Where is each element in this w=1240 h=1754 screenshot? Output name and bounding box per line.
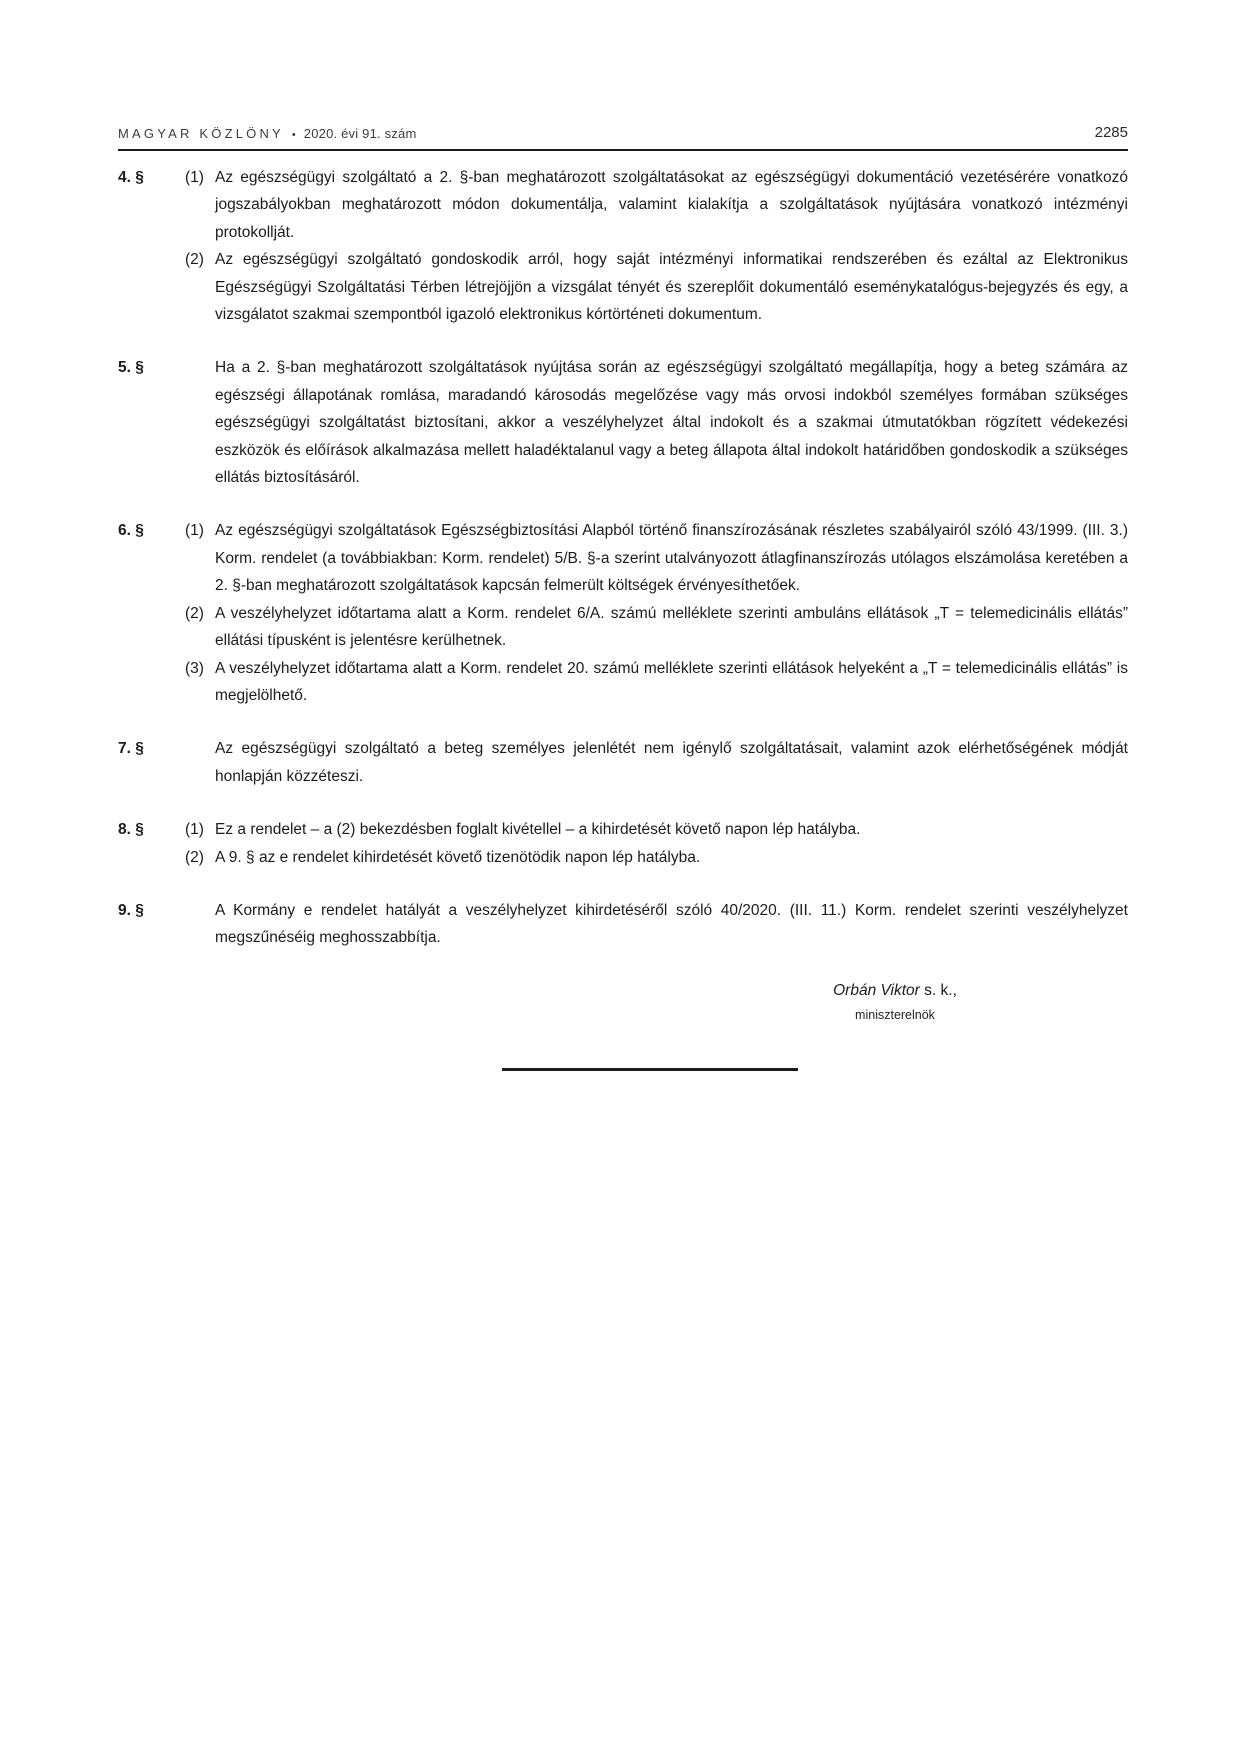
subsection bbox=[185, 246, 1128, 328]
section-items bbox=[185, 517, 1128, 709]
signature-line bbox=[775, 978, 1015, 1004]
subsection bbox=[185, 816, 1128, 843]
paragraph-text: Az egészségügyi szolgáltató a 2. §-ban meghatározott szolgáltatásokat az egészségügyi dokumentáció vezetésérére vonatkozó jogszabályokban meghatározott módon dokumentálja, valamint kialakítja a szolgáltatások nyújtására vonatkozó intézményi protokollját. bbox=[215, 169, 1128, 241]
section-label: 4. § bbox=[118, 169, 144, 186]
section-6 bbox=[118, 517, 1128, 709]
subsection-marker bbox=[185, 897, 215, 952]
section-items bbox=[185, 354, 1128, 491]
section-label: 8. § bbox=[118, 821, 144, 839]
subsection bbox=[185, 164, 1128, 246]
journal-header bbox=[118, 126, 417, 141]
paragraph-text: Ha a 2. §-ban meghatározott szolgáltatások nyújtása során az egészségügyi szolgáltató megállapítja, hogy a beteg számára az egészségi állapotának romlása, maradandó károsodás megelőzése vagy más orvosi indokból személyes formában szükséges egészségügyi szolgáltatást biztosítani, akkor a veszélyhelyzet által indokolt és a szakmai útmutatókban rögzített védekezési eszközök és előírások alkalmazása mellett haladéktalanul vagy a beteg állapota által indokolt határidőben gondoskodik a szükséges ellátás biztosításáról. bbox=[215, 359, 1128, 487]
section-7 bbox=[118, 735, 1128, 790]
paragraph-text: Az egészségügyi szolgáltatások Egészségbiztosítási Alapból történő finanszírozásának részletes szabályairól szóló 43/1999. (III. 3.) Korm. rendelet (a továbbiakban: Korm. rendelet) 5/B. §-a szerint utalványozott átlagfinanszírozás utólagos elszámolása keretében a 2. §-ban meghatározott szolgáltatások kapcsán felmerült költségek érvényesíthetőek. bbox=[215, 522, 1128, 595]
subsection bbox=[185, 600, 1128, 655]
page-number: 2285 bbox=[1094, 124, 1128, 141]
subsection-marker: (2) bbox=[185, 848, 204, 866]
section-4 bbox=[118, 164, 1128, 328]
subsection bbox=[185, 655, 1128, 710]
end-divider bbox=[502, 1068, 798, 1071]
paragraph-text: Az egészségügyi szolgáltató gondoskodik arról, hogy saját intézményi informatikai rendszerében és ezáltal az Elektronikus Egészségügyi Szolgáltatási Térben létrejöjjön a vizsgálat tényét és szereplőit dokumentáló eseménykatalógus-bejegyzés és egy, a vizsgálatot szakmai szempontból igazoló elektronikus kórtörténeti dokumentum. bbox=[215, 251, 1128, 324]
paragraph-text: A 9. § az e rendelet kihirdetését követő tizenötödik napon lép hatályba. bbox=[215, 848, 701, 866]
section-items bbox=[185, 816, 1128, 871]
subsection-marker: (1) bbox=[185, 169, 204, 186]
journal-title: MAGYAR KÖZLÖNY bbox=[118, 126, 284, 141]
paragraph-text: Az egészségügyi szolgáltató a beteg személyes jelenlétét nem igénylő szolgáltatásait, valamint azok elérhetőségének módját honlapján közzéteszi. bbox=[215, 740, 1128, 785]
subsection bbox=[185, 517, 1128, 599]
paragraph-text: A veszélyhelyzet időtartama alatt a Korm. rendelet 20. számú melléklete szerinti ellátások helyeként a „T = telemedicinális ellátás” is megjelölhető. bbox=[215, 659, 1128, 704]
subsection-marker: (2) bbox=[185, 251, 204, 269]
header-bullet-separator: • bbox=[291, 129, 296, 141]
paragraph-text: Ez a rendelet – a (2) bekezdésben foglalt kivétellel – a kihirdetését követő napon lép hatályba. bbox=[215, 821, 861, 839]
section-items bbox=[185, 897, 1128, 952]
subsection-marker: (1) bbox=[185, 522, 204, 540]
subsection bbox=[185, 735, 1128, 790]
signatory-title: miniszterelnök bbox=[855, 1007, 935, 1022]
issue-number: 2020. évi 91. szám bbox=[303, 126, 417, 141]
subsection bbox=[185, 844, 1128, 871]
section-5 bbox=[118, 354, 1128, 491]
subsection bbox=[185, 354, 1128, 491]
signatory-suffix: s. k., bbox=[919, 981, 957, 999]
signature-block bbox=[775, 978, 1015, 1026]
section-items bbox=[185, 164, 1128, 328]
section-label: 5. § bbox=[118, 359, 144, 377]
document-body bbox=[118, 151, 1128, 1071]
subsection-marker: (1) bbox=[185, 821, 204, 839]
paragraph-text: A veszélyhelyzet időtartama alatt a Korm. rendelet 6/A. számú melléklete szerinti ambuláns ellátások „T = telemedicinális ellátás” ellátási típusként is jelentésre kerülhetnek. bbox=[215, 604, 1128, 650]
signatory-name: Orbán Viktor bbox=[833, 981, 920, 999]
subsection-marker bbox=[185, 354, 215, 491]
subsection-marker: (2) bbox=[185, 604, 204, 622]
section-9 bbox=[118, 897, 1128, 952]
section-items bbox=[185, 735, 1128, 790]
section-label: 9. § bbox=[118, 901, 144, 919]
subsection bbox=[185, 897, 1128, 952]
section-label: 7. § bbox=[118, 740, 144, 758]
section-label: 6. § bbox=[118, 522, 144, 540]
subsection-marker bbox=[185, 735, 215, 790]
section-8 bbox=[118, 816, 1128, 871]
page-header bbox=[118, 0, 1128, 151]
paragraph-text: A Kormány e rendelet hatályát a veszélyhelyzet kihirdetéséről szóló 40/2020. (III. 11.) Korm. rendelet szerinti veszélyhelyzet megszűnéséig meghosszabbítja. bbox=[215, 901, 1128, 947]
subsection-marker: (3) bbox=[185, 659, 204, 677]
